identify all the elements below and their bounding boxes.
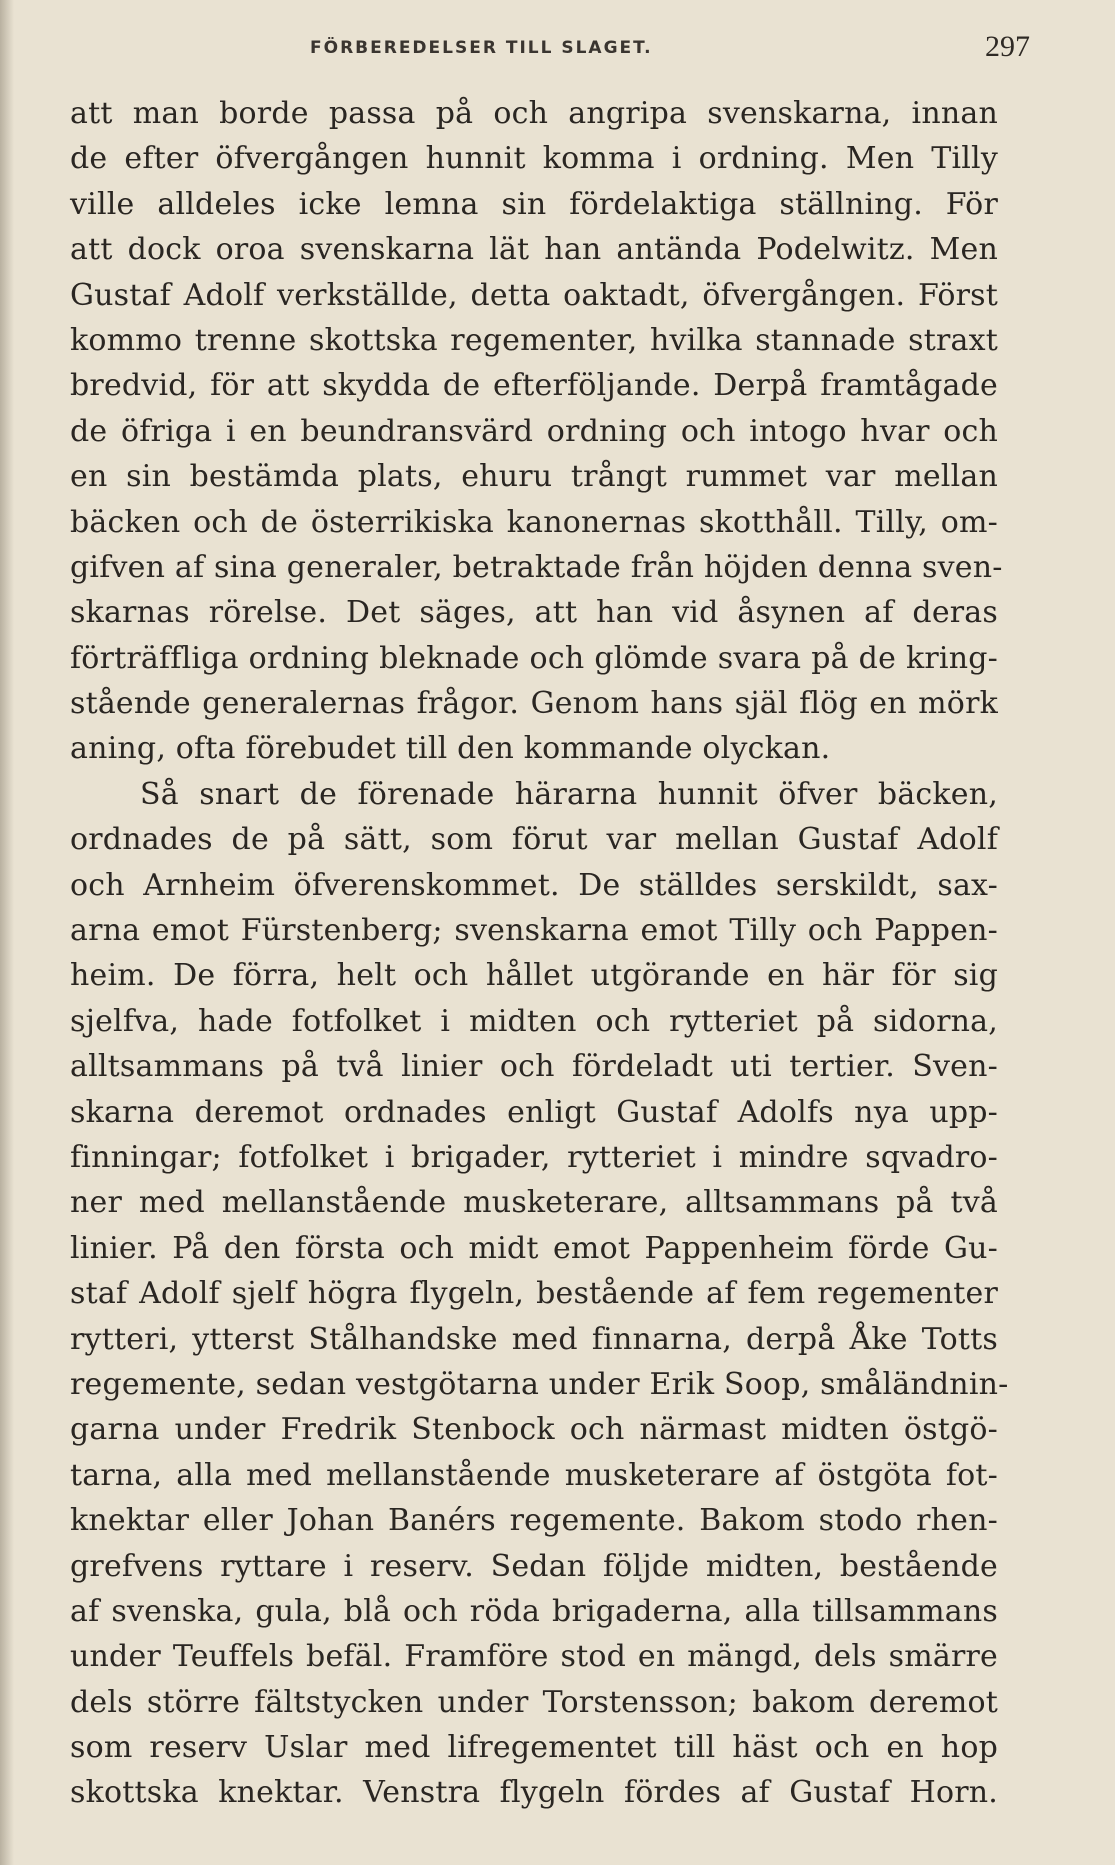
text-line: att man borde passa på och angripa svenskarna, innan [70,96,998,131]
text-line: dels större fältstycken under Torstensson; bakom deremot [70,1684,998,1720]
text-line: ordnades de på sätt, som förut var mellan Gustaf Adolf [70,822,998,858]
text-line: skarna deremot ordnades enligt Gustaf Adolfs nya upp- [70,1094,998,1130]
text-line: garna under Fredrik Stenbock och närmast midten östgö- [70,1412,998,1448]
text-line: de efter öfvergången hunnit komma i ordning. Men Tilly [70,141,998,177]
text-line: rytteri, ytterst Stålhandske med finnarna, derpå Åke Totts [70,1321,998,1357]
text-line: under Teuffels befäl. Framföre stod en mängd, dels smärre [70,1639,998,1675]
text-line: grefvens ryttare i reserv. Sedan följde midten, bestående [70,1548,998,1584]
text-line: och Arnheim öfverenskommet. De ställdes serskildt, sax- [70,867,998,903]
text-line: staf Adolf sjelf högra flygeln, bestående af fem regementer [70,1276,998,1312]
text-line: Gustaf Adolf verkställde, detta oaktadt, öfvergången. Först [70,277,998,313]
text-line: Så snart de förenade härarna hunnit öfver bäcken, [140,776,998,812]
text-line: aning, ofta förebudet till den kommande olyckan. [70,731,831,767]
text-line: af svenska, gula, blå och röda brigaderna, alla tillsammans [70,1593,998,1629]
page-header [70,30,1030,70]
text-line: stående generalernas frågor. Genom hans själ flög en mörk [70,686,998,722]
text-line: ner med mellanstående musketerare, alltsammans på två [70,1185,998,1221]
text-line: skottska knektar. Venstra flygeln fördes af Gustaf Horn. [70,1775,998,1811]
text-line: som reserv Uslar med lifregementet till häst och en hop [70,1730,998,1766]
text-line: knektar eller Johan Banérs regemente. Bakom stodo rhen- [70,1503,998,1539]
text-line: finningar; fotfolket i brigader, rytteriet i mindre sqvadro- [70,1139,998,1175]
text-line: bredvid, för att skydda de efterföljande. Derpå framtågade [70,368,998,404]
text-line: en sin bestämda plats, ehuru trångt rummet var mellan [70,459,998,495]
text-line: heim. De förra, helt och hållet utgörande en här för sig [70,958,998,994]
text-line: skarnas rörelse. Det säges, att han vid åsynen af deras [70,595,998,631]
page-number: 297 [985,30,1030,63]
text-line: tarna, alla med mellanstående musketerare af östgöta fot- [70,1457,998,1493]
text-line: gifven af sina generaler, betraktade från höjden denna sven- [70,549,1003,585]
text-line: förträffliga ordning bleknade och glömde svara på de kring- [70,640,998,676]
text-line: kommo trenne skottska regementer, hvilka stannade straxt [70,322,998,358]
text-line: regemente, sedan vestgötarna under Erik Soop, småländnin- [70,1366,1009,1402]
text-line: de öfriga i en beundransvärd ordning och intogo hvar och [70,413,998,449]
running-head: FÖRBEREDELSER TILL SLAGET. [310,38,653,58]
page-edge-shadow [0,0,14,1865]
text-line: sjelfva, hade fotfolket i midten och rytteriet på sidorna, [70,1003,998,1039]
text-line: ville alldeles icke lemna sin fördelaktiga ställning. För [70,186,998,222]
text-line: alltsammans på två linier och fördeladt uti tertier. Sven- [70,1049,998,1085]
text-line: att dock oroa svenskarna lät han antända Podelwitz. Men [70,232,998,268]
text-line: linier. På den första och midt emot Pappenheim förde Gu- [70,1230,998,1266]
text-line: arna emot Fürstenberg; svenskarna emot Tilly och Pappen- [70,913,998,949]
text-line: bäcken och de österrikiska kanonernas skotthåll. Tilly, om- [70,504,998,540]
body-text [70,91,1009,1816]
